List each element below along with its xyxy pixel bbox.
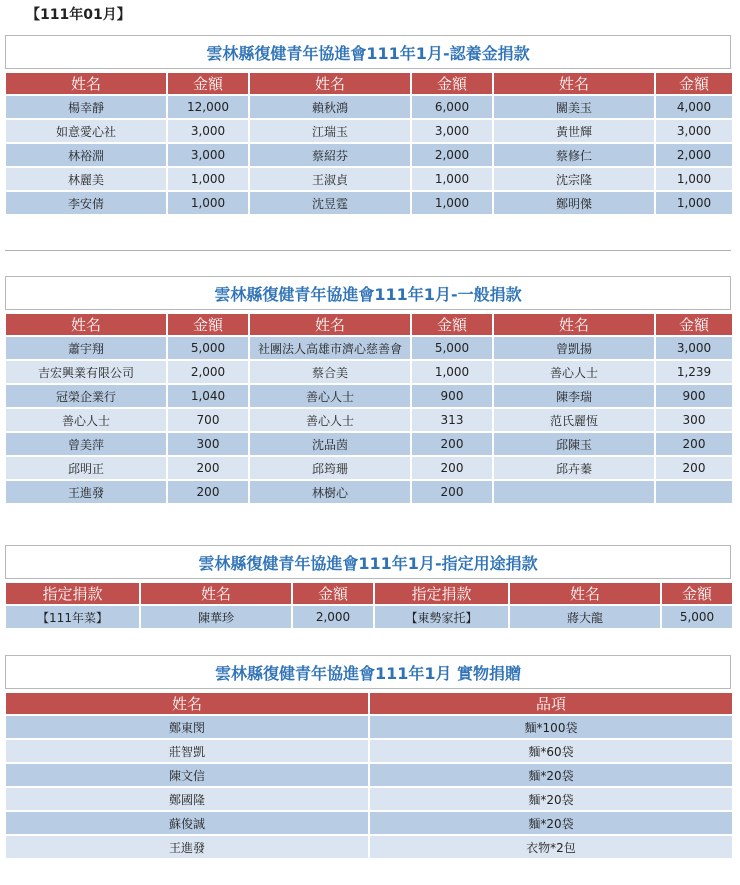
table-cell: 蔣大龍 (510, 606, 660, 628)
table-row (6, 481, 732, 503)
goods-title: 雲林縣復健青年協進會111年1月 實物捐贈 (214, 663, 522, 683)
table-cell: 吉宏興業有限公司 (6, 361, 166, 383)
general-title-box (5, 276, 731, 310)
table-cell: 3,000 (656, 120, 732, 142)
column-header: 指定捐款 (375, 583, 508, 604)
table-cell: 麵*20袋 (370, 764, 732, 786)
general-donation-section (5, 276, 731, 505)
table-cell: 邱明正 (6, 457, 166, 479)
table-row (6, 120, 732, 142)
general-title: 雲林縣復健青年協進會111年1月-一般捐款 (214, 284, 522, 304)
table-cell: 3,000 (656, 337, 732, 359)
table-cell: 鄭東閔 (6, 716, 368, 738)
table-row (6, 385, 732, 407)
table-cell: 313 (412, 409, 492, 431)
table-cell: 善心人士 (250, 409, 410, 431)
table-cell: 1,000 (412, 192, 492, 214)
table-row (6, 740, 732, 762)
column-header: 金額 (412, 73, 492, 94)
table-cell: 6,000 (412, 96, 492, 118)
table-cell: 【111年菜】 (6, 606, 139, 628)
table-cell: 關美玉 (494, 96, 654, 118)
table-row (6, 716, 732, 738)
column-header: 金額 (656, 73, 732, 94)
column-header: 姓名 (141, 583, 291, 604)
table-cell: 蔡修仁 (494, 144, 654, 166)
general-header-row (6, 314, 732, 335)
table-cell (494, 481, 654, 503)
table-cell: 1,000 (168, 168, 248, 190)
table-cell: 邱卉蓁 (494, 457, 654, 479)
column-header: 姓名 (6, 314, 166, 335)
table-cell: 麵*60袋 (370, 740, 732, 762)
goods-donation-section (5, 655, 731, 860)
table-cell: 善心人士 (494, 361, 654, 383)
table-cell: 邱筠珊 (250, 457, 410, 479)
table-cell: 林麗美 (6, 168, 166, 190)
column-header: 姓名 (250, 73, 410, 94)
table-row (6, 409, 732, 431)
table-row (6, 361, 732, 383)
column-header: 姓名 (510, 583, 660, 604)
goods-donation-table (4, 691, 734, 860)
table-cell: 蔡合美 (250, 361, 410, 383)
table-cell: 200 (656, 457, 732, 479)
column-header: 金額 (168, 314, 248, 335)
table-cell: 12,000 (168, 96, 248, 118)
designated-header-row (6, 583, 732, 604)
column-header: 姓名 (494, 314, 654, 335)
table-cell: 社團法人高雄市濟心慈善會 (250, 337, 410, 359)
table-cell: 王進發 (6, 481, 166, 503)
column-header: 金額 (656, 314, 732, 335)
table-cell: 300 (656, 409, 732, 431)
table-cell: 王淑貞 (250, 168, 410, 190)
table-cell: 陳華珍 (141, 606, 291, 628)
table-cell: 蔡紹芬 (250, 144, 410, 166)
table-cell: 2,000 (293, 606, 373, 628)
table-cell: 【東勢家托】 (375, 606, 508, 628)
table-cell (656, 481, 732, 503)
table-cell: 3,000 (168, 144, 248, 166)
table-cell: 3,000 (412, 120, 492, 142)
column-header: 姓名 (250, 314, 410, 335)
table-cell: 1,239 (656, 361, 732, 383)
table-cell: 1,040 (168, 385, 248, 407)
column-header: 姓名 (6, 73, 166, 94)
table-cell: 黃世輝 (494, 120, 654, 142)
table-cell: 1,000 (412, 361, 492, 383)
goods-title-box (5, 655, 731, 689)
table-row (6, 606, 732, 628)
table-cell: 麵*100袋 (370, 716, 732, 738)
table-cell: 900 (412, 385, 492, 407)
table-cell: 1,000 (656, 168, 732, 190)
column-header: 品項 (370, 693, 732, 714)
table-cell: 300 (168, 433, 248, 455)
section-divider (5, 250, 731, 251)
designated-title: 雲林縣復健青年協進會111年1月-指定用途捐款 (198, 553, 538, 573)
table-cell: 5,000 (168, 337, 248, 359)
table-cell: 善心人士 (250, 385, 410, 407)
column-header: 姓名 (494, 73, 654, 94)
table-row (6, 812, 732, 834)
column-header: 金額 (412, 314, 492, 335)
table-row (6, 144, 732, 166)
table-cell: 賴秋鴻 (250, 96, 410, 118)
table-cell: 5,000 (412, 337, 492, 359)
table-cell: 4,000 (656, 96, 732, 118)
table-cell: 沈宗隆 (494, 168, 654, 190)
table-row (6, 788, 732, 810)
table-cell: 沈昱霆 (250, 192, 410, 214)
table-cell: 李安倩 (6, 192, 166, 214)
sponsor-donation-section (5, 35, 731, 216)
table-cell: 200 (168, 457, 248, 479)
table-row (6, 192, 732, 214)
table-row (6, 764, 732, 786)
table-cell: 200 (412, 457, 492, 479)
table-cell: 林裕淵 (6, 144, 166, 166)
table-cell: 范氏麗恆 (494, 409, 654, 431)
table-cell: 楊幸靜 (6, 96, 166, 118)
table-cell: 江瑞玉 (250, 120, 410, 142)
table-cell: 1,000 (168, 192, 248, 214)
sponsor-title: 雲林縣復健青年協進會111年1月-認養金捐款 (206, 43, 530, 63)
sponsor-header-row (6, 73, 732, 94)
table-cell: 冠榮企業行 (6, 385, 166, 407)
designated-donation-table (4, 581, 734, 630)
table-cell: 900 (656, 385, 732, 407)
table-row (6, 168, 732, 190)
sponsor-donation-table (4, 71, 734, 216)
table-cell: 麵*20袋 (370, 812, 732, 834)
table-cell: 蕭宇翔 (6, 337, 166, 359)
table-cell: 1,000 (412, 168, 492, 190)
table-row (6, 457, 732, 479)
table-cell: 曾凱揚 (494, 337, 654, 359)
column-header: 姓名 (6, 693, 368, 714)
table-cell: 200 (412, 433, 492, 455)
table-cell: 2,000 (168, 361, 248, 383)
designated-donation-section (5, 545, 731, 630)
table-cell: 林樹心 (250, 481, 410, 503)
table-cell: 3,000 (168, 120, 248, 142)
column-header: 指定捐款 (6, 583, 139, 604)
table-cell: 邱陳玉 (494, 433, 654, 455)
sponsor-title-box (5, 35, 731, 69)
table-cell: 5,000 (662, 606, 732, 628)
table-cell: 衣物*2包 (370, 836, 732, 858)
table-cell: 善心人士 (6, 409, 166, 431)
table-row (6, 433, 732, 455)
table-cell: 如意愛心社 (6, 120, 166, 142)
table-cell: 陳李瑞 (494, 385, 654, 407)
table-cell: 沈品茵 (250, 433, 410, 455)
column-header: 金額 (662, 583, 732, 604)
table-cell: 200 (412, 481, 492, 503)
general-donation-table (4, 312, 734, 505)
table-cell: 莊智凱 (6, 740, 368, 762)
table-cell: 曾美萍 (6, 433, 166, 455)
column-header: 金額 (293, 583, 373, 604)
table-cell: 麵*20袋 (370, 788, 732, 810)
table-cell: 2,000 (412, 144, 492, 166)
table-cell: 鄭國隆 (6, 788, 368, 810)
table-row (6, 337, 732, 359)
table-cell: 1,000 (656, 192, 732, 214)
table-cell: 2,000 (656, 144, 732, 166)
table-row (6, 96, 732, 118)
table-cell: 蘇俊誠 (6, 812, 368, 834)
table-cell: 200 (168, 481, 248, 503)
table-row (6, 836, 732, 858)
column-header: 金額 (168, 73, 248, 94)
designated-title-box (5, 545, 731, 579)
table-cell: 700 (168, 409, 248, 431)
table-cell: 鄭明傑 (494, 192, 654, 214)
month-label: 【111年01月】 (26, 7, 131, 23)
table-cell: 200 (656, 433, 732, 455)
table-cell: 陳文信 (6, 764, 368, 786)
goods-header-row (6, 693, 732, 714)
table-cell: 王進發 (6, 836, 368, 858)
